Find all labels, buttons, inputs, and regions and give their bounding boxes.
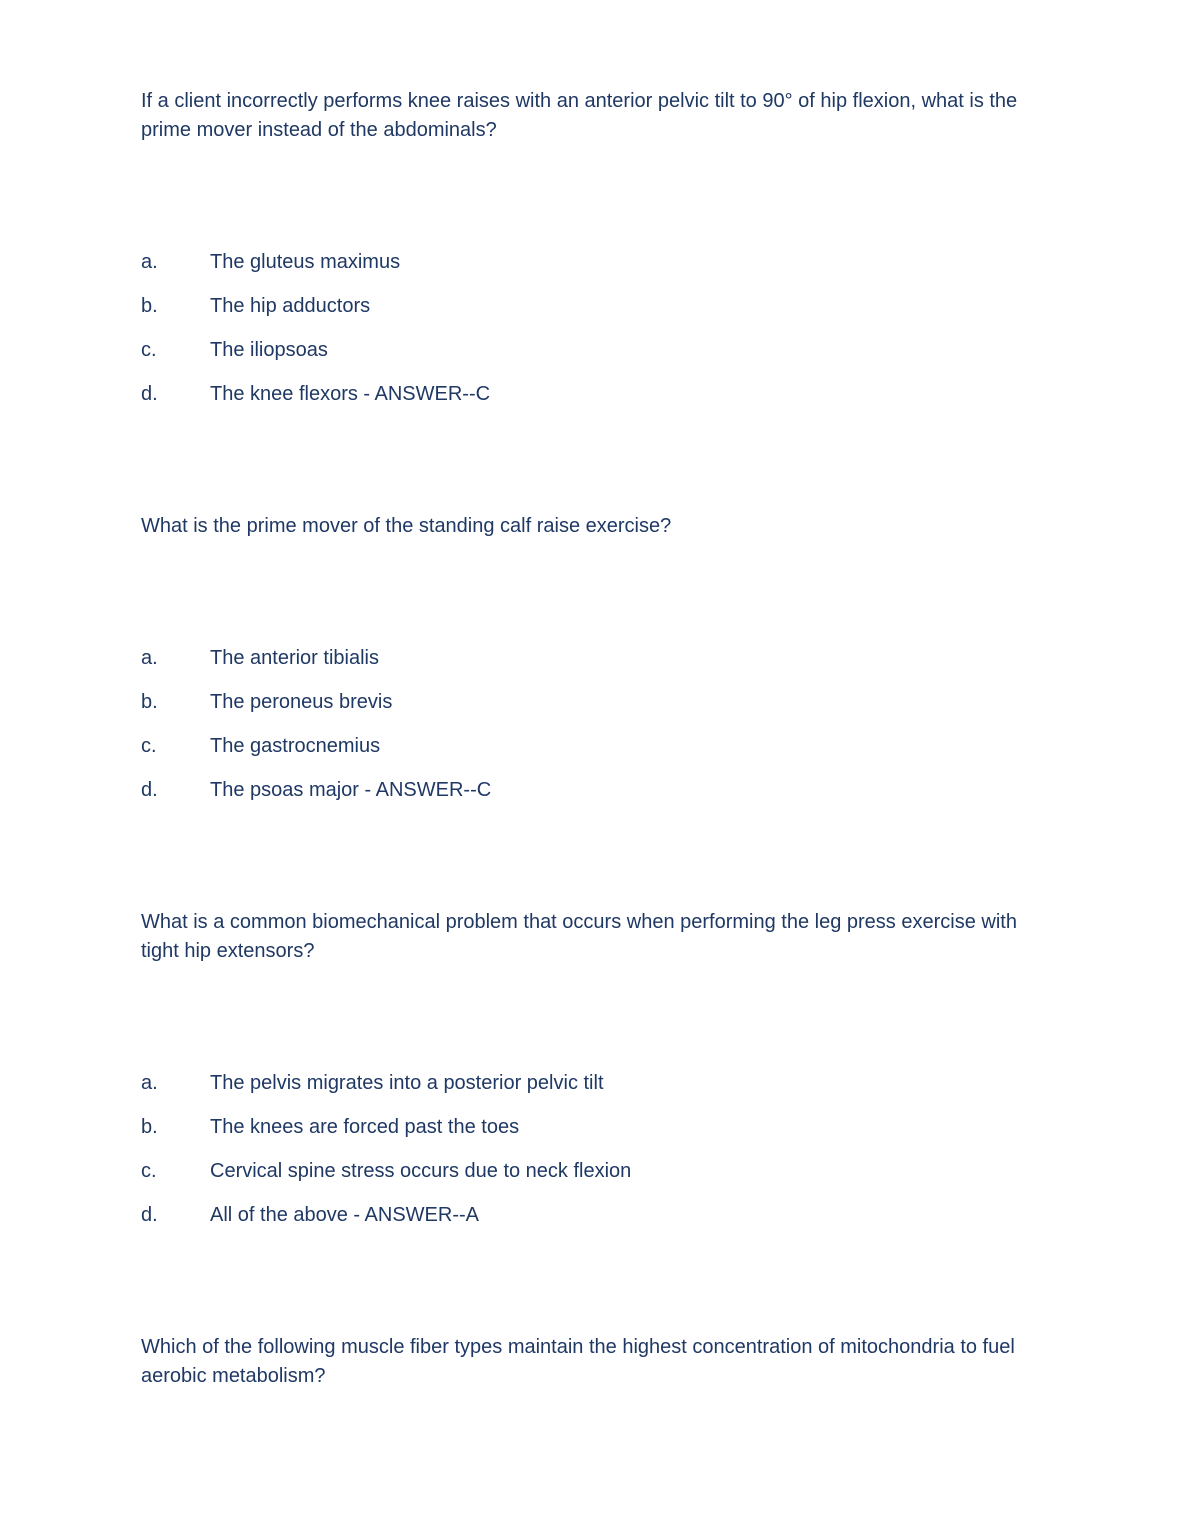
option-text: The anterior tibialis	[210, 647, 379, 669]
answer-option	[141, 292, 1041, 336]
option-letter: d.	[141, 1204, 158, 1226]
answer-option	[141, 776, 1041, 820]
option-letter: b.	[141, 295, 158, 317]
option-text: The peroneus brevis	[210, 691, 393, 713]
option-letter: d.	[141, 779, 158, 801]
option-letter: b.	[141, 1116, 158, 1138]
option-text: The knees are forced past the toes	[210, 1116, 520, 1138]
option-letter: c.	[141, 735, 157, 757]
answer-option	[141, 732, 1041, 776]
question-4-prompt: Which of the following muscle fiber types maintain the highest concentration of mitochondria to fuel aerobic metabolism?	[141, 1336, 1015, 1387]
option-text: The gastrocnemius	[210, 735, 381, 757]
option-text: Cervical spine stress occurs due to neck flexion	[210, 1160, 632, 1182]
answer-option	[141, 1069, 1041, 1113]
option-letter: a.	[141, 647, 158, 669]
option-letter: c.	[141, 339, 157, 361]
answer-option	[141, 1157, 1041, 1201]
option-text: The pelvis migrates into a posterior pelvic tilt	[210, 1072, 604, 1094]
option-letter: a.	[141, 1072, 158, 1094]
answer-option	[141, 1201, 1041, 1245]
option-text: The iliopsoas	[210, 339, 328, 361]
question-3-prompt: What is a common biomechanical problem that occurs when performing the leg press exercise with tight hip extensors?	[141, 911, 1017, 962]
answer-option	[141, 1113, 1041, 1157]
answer-option	[141, 336, 1041, 380]
answer-option	[141, 644, 1041, 688]
question-3-options	[141, 1069, 1041, 1245]
option-text: All of the above - ANSWER--A	[210, 1204, 479, 1226]
answer-option	[141, 380, 1041, 424]
option-text: The psoas major - ANSWER--C	[210, 779, 492, 801]
option-letter: b.	[141, 691, 158, 713]
answer-option	[141, 248, 1041, 292]
question-1-options	[141, 248, 1041, 424]
option-letter: a.	[141, 251, 158, 273]
option-letter: c.	[141, 1160, 157, 1182]
question-2-prompt: What is the prime mover of the standing calf raise exercise?	[141, 515, 672, 537]
option-text: The hip adductors	[210, 295, 371, 317]
option-text: The gluteus maximus	[210, 251, 401, 273]
question-1-prompt: If a client incorrectly performs knee raises with an anterior pelvic tilt to 90° of hip flexion, what is the prime mover instead of the abdominals?	[141, 90, 1018, 141]
answer-option	[141, 688, 1041, 732]
question-2-options	[141, 644, 1041, 820]
option-text: The knee flexors - ANSWER--C	[210, 383, 491, 405]
option-letter: d.	[141, 383, 158, 405]
